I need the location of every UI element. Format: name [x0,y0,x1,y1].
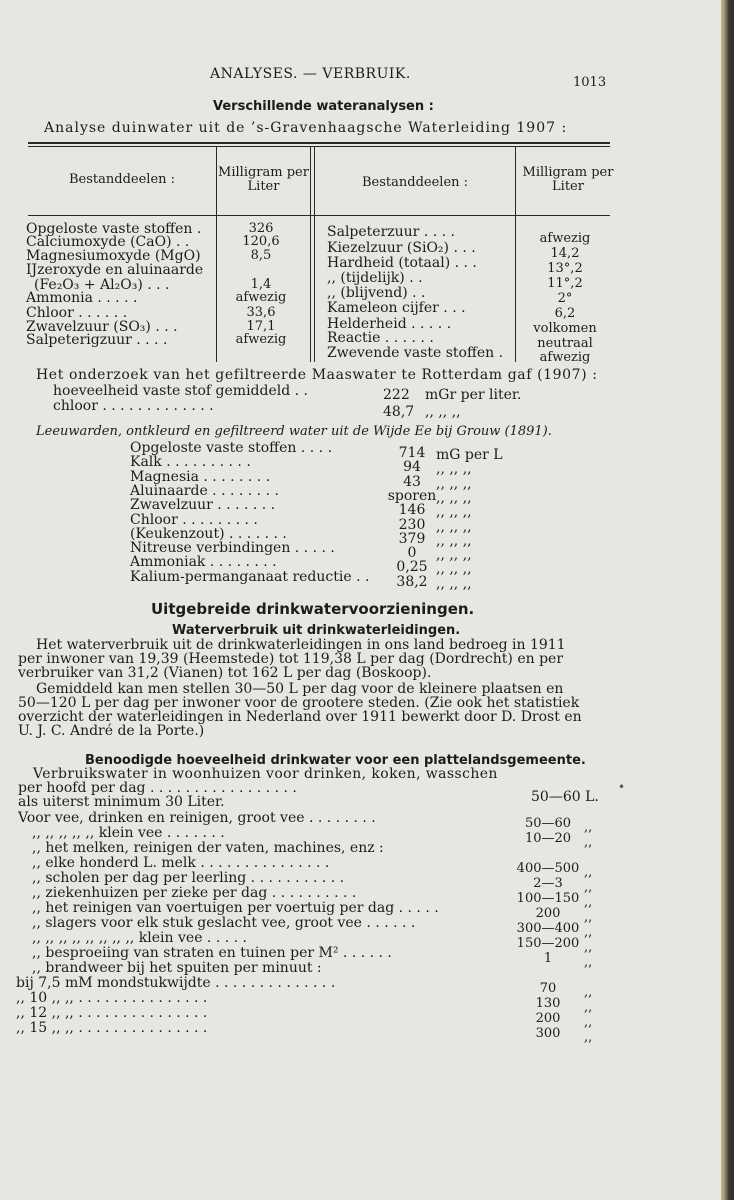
leeuwarden-label: Opgeloste vaste stoffen . . . . [130,440,333,456]
consumption-unit: ,, [584,985,593,1000]
consumption-value: 100—150 [516,891,580,906]
paragraph-line: Gemiddeld kan men stellen 30—50 L per dag voor de kleinere plaatsen en [36,681,564,697]
table-row-label: Kiezelzuur (SiO₂) . . . [327,240,476,256]
page-number: 1013 [573,75,607,90]
consumption-label: ,, het reinigen van voertuigen per voertuig per dag . . . . . [32,900,439,916]
table-row-label: Hardheid (totaal) . . . [327,255,477,271]
leeuwarden-value: 146 [398,502,426,519]
leeuwarden-unit: ,, ,, ,, [436,504,472,521]
leeuwarden-unit: mG per L [436,447,503,463]
table-row-value: afwezig [235,332,287,347]
leeuwarden-unit: ,, ,, ,, [436,561,472,578]
table-row-value: 120,6 [242,234,280,249]
table-row-value: 17,1 [246,319,276,334]
table-row-value: 14,2 [550,246,580,261]
consumption-label: ,, 10 ,, ,, . . . . . . . . . . . . . . . [16,990,208,1006]
leeuwarden-value: 230 [398,516,426,533]
consumption-unit: ,, [584,880,593,895]
table-top-rule [28,142,610,144]
rotterdam-line-label: hoeveelheid vaste stof gemiddeld . . [53,383,309,399]
consumption-value: 150—200 [516,936,580,951]
consumption-label: ,, besproeiing van straten en tuinen per M² . . . . . . [32,945,392,961]
consumption-label: ,, ,, ,, ,, ,, ,, ,, ,, klein vee . . . . . [32,930,247,946]
paragraph-line: overzicht der waterleidingen in Nederland over 1911 bewerkt door D. Drost en [18,709,582,725]
leeuwarden-value: 714 [398,445,426,461]
table-row-value: 8,5 [250,248,272,263]
leeuwarden-label: Aluinaarde . . . . . . . . [130,482,279,499]
rotterdam-intro: Het onderzoek van het gefiltreerde Maaswater te Rotterdam gaf (1907) : [36,367,598,383]
table-header-rule [28,215,610,216]
leeuwarden-label: Kalk . . . . . . . . . . [130,454,251,471]
rotterdam-line-unit: ,, ,, ,, [425,404,461,420]
leeuwarden-unit: ,, ,, ,, [436,461,472,478]
col-header-milligram: Milligram per Liter [522,165,614,194]
table-row-label: Calciumoxyde (CaO) . . [26,234,190,250]
table-row-value: afwezig [539,231,591,246]
verbruikswater-line: als uiterst minimum 30 Liter. [18,794,225,810]
col-header-bestanddeelen: Bestanddeelen : [68,172,176,187]
table-row-label: Opgeloste vaste stoffen . [26,221,202,237]
leeuwarden-value: 94 [403,459,421,476]
verbruikswater-line: Verbruikswater in woonhuizen voor drinken, koken, wasschen [33,766,498,782]
consumption-value: 200 [535,1011,561,1026]
leeuwarden-label: Ammoniak . . . . . . . . [130,554,277,571]
consumption-label: ,, ,, ,, ,, ,, klein vee . . . . . . . [32,825,225,841]
table-row-label: ,, (blijvend) . . [327,285,426,301]
consumption-label: ,, slagers voor elk stuk geslacht vee, groot vee . . . . . . [32,915,416,931]
leeuwarden-value: 0 [407,545,417,562]
section-heading-plattelandsgemeente: Benoodigde hoeveelheid drinkwater voor een plattelandsgemeente. [85,753,586,768]
col-header-milligram: Milligram per Liter [218,165,309,194]
leeuwarden-value: 43 [403,473,421,490]
leeuwarden-unit: ,, ,, ,, [436,575,472,592]
leeuwarden-value: 0,25 [396,559,428,576]
consumption-unit: ,, [584,940,593,955]
rotterdam-line-label: chloor . . . . . . . . . . . . . [53,398,214,414]
table-caption: Analyse duinwater uit de ’s-Gravenhaagsche Waterleiding 1907 : [44,120,568,136]
rotterdam-line-unit: mGr per liter. [425,387,522,403]
paragraph-line: 50—120 L per dag per inwoner voor de grootere steden. (Zie ook het statistiek [18,695,580,711]
page-edge [721,0,734,1200]
paragraph-line: Het waterverbruik uit de drinkwaterleidingen in ons land bedroeg in 1911 [36,637,566,653]
table-row-label: (Fe₂O₃ + Al₂O₃) . . . [34,277,170,293]
consumption-value: 400—500 [516,861,580,876]
table-col-divider [310,146,311,362]
leeuwarden-unit: ,, ,, ,, [436,547,472,564]
leeuwarden-label: Nitreuse verbindingen . . . . . [130,540,335,557]
table-row-value: 1,4 [250,277,272,292]
leeuwarden-heading: Leeuwarden, ontkleurd en gefiltreerd water uit de Wijde Ee bij Grouw (1891). [36,424,552,439]
consumption-unit: ,, [584,910,593,925]
consumption-value: 300—400 [516,921,580,936]
verbruikswater-value: 50—60 L. [531,789,599,805]
paragraph-line: verbruiker van 31,2 (Vianen) tot 162 L per dag (Boskoop). [18,665,432,681]
consumption-label: ,, ziekenhuizen per zieke per dag . . . . . . . . . . [32,885,357,901]
stray-mark: • [618,780,626,794]
running-header: ANALYSES. — VERBRUIK. [210,66,411,82]
table-row-label: Zwavelzuur (SO₃) . . . [26,319,178,335]
table-row-value: 2° [557,291,573,306]
consumption-label: ,, 15 ,, ,, . . . . . . . . . . . . . . . [16,1020,208,1036]
table-row-label: Magnesiumoxyde (MgO) [26,248,201,264]
leeuwarden-unit: ,, ,, ,, [436,518,472,535]
consumption-label: ,, 12 ,, ,, . . . . . . . . . . . . . . . [16,1005,208,1021]
table-row-value: 326 [248,221,274,236]
table-row-label: Chloor . . . . . . [26,305,128,321]
table-row-value: 33,6 [246,305,276,320]
leeuwarden-value: sporen [387,487,437,504]
consumption-label: Voor vee, drinken en reinigen, groot vee . . . . . . . . [18,810,376,826]
consumption-label: ,, het melken, reinigen der vaten, machines, enz : [32,840,384,856]
table-row-value: afwezig [539,350,591,365]
table-row-value: 13°,2 [547,261,583,276]
paragraph-line: U. J. C. André de la Porte.) [18,723,205,739]
consumption-unit: ,, [584,1030,593,1045]
section-heading-drinkwater: Uitgebreide drinkwatervoorzieningen. [151,600,475,618]
consumption-unit: ,, [584,1000,593,1015]
consumption-value: 200 [535,906,561,921]
rotterdam-line-value: 222 [383,387,410,403]
consumption-value: 300 [535,1026,561,1041]
leeuwarden-label: (Keukenzout) . . . . . . . [130,525,287,542]
consumption-unit: ,, [584,925,593,940]
table-row-label: Salpeterzuur . . . . [327,224,455,240]
table-top-rule-thin [28,146,610,147]
consumption-value: 70 [539,981,557,996]
consumption-value: 1 [543,951,553,966]
leeuwarden-value: 379 [398,530,426,547]
table-row-value: 6,2 [554,306,576,321]
consumption-label: ,, brandweer bij het spuiten per minuut : [32,960,322,976]
col-header-bestanddeelen: Bestanddeelen : [361,175,469,190]
consumption-value: 10—20 [524,831,572,846]
consumption-value: 130 [535,996,561,1011]
consumption-label: ,, elke honderd L. melk . . . . . . . . . . . . . . . [32,855,330,871]
table-row-label: Reactie . . . . . . [327,330,434,346]
leeuwarden-unit: ,, ,, ,, [436,532,472,549]
leeuwarden-unit: ,, ,, ,, [436,475,472,492]
leeuwarden-value: 38,2 [396,573,428,590]
consumption-unit: ,, [584,955,593,970]
subheading-waterverbruik: Waterverbruik uit drinkwaterleidingen. [172,623,461,638]
section-heading-wateranalysen: Verschillende wateranalysen : [213,99,434,114]
table-row-value: volkomen [533,321,597,336]
paragraph-line: per inwoner van 19,39 (Heemstede) tot 119,38 L per dag (Dordrecht) en per [18,651,564,667]
consumption-unit: ,, [584,820,593,835]
rotterdam-line-value: 48,7 [383,404,415,420]
consumption-label: ,, scholen per dag per leerling . . . . . . . . . . . [32,870,345,886]
consumption-unit: ,, [584,835,593,850]
verbruikswater-line: per hoofd per dag . . . . . . . . . . . . . . . . . [18,780,297,796]
consumption-unit: ,, [584,1015,593,1030]
table-row-label: IJzeroxyde en aluinaarde [26,262,204,278]
table-row-label: Kameleon cijfer . . . [327,300,466,316]
leeuwarden-unit: ,, ,, ,, [436,489,472,506]
consumption-value: 50—60 [524,816,572,831]
table-row-label: Zwevende vaste stoffen . [327,345,504,361]
table-row-value: neutraal [537,336,593,351]
leeuwarden-label: Kalium-permanganaat reductie . . [130,568,370,585]
table-row-value: 11°,2 [547,276,583,291]
table-row-label: ,, (tijdelijk) . . [327,270,423,286]
consumption-unit: ,, [584,895,593,910]
table-row-label: Helderheid . . . . . [327,316,452,332]
table-row-label: Salpeterigzuur . . . . [26,332,168,348]
table-row-label: Ammonia . . . . . [26,290,138,306]
leeuwarden-label: Zwavelzuur . . . . . . . [130,497,276,514]
table-row-value: afwezig [235,290,287,305]
consumption-value: 2—3 [533,876,563,891]
consumption-unit: ,, [584,865,593,880]
leeuwarden-label: Chloor . . . . . . . . . [130,511,258,528]
leeuwarden-label: Magnesia . . . . . . . . [130,468,271,485]
consumption-label: bij 7,5 mM mondstukwijdte . . . . . . . . . . . . . . [16,975,336,991]
